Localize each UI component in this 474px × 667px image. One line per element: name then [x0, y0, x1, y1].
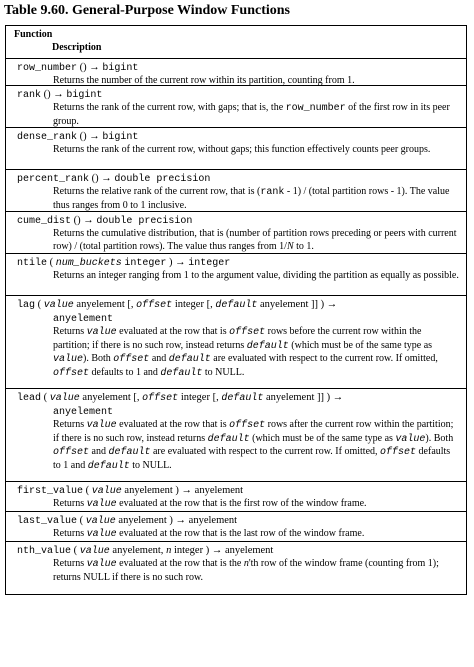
table-row: [6, 254, 466, 296]
text-segment: () →: [89, 173, 115, 184]
text-segment: lead: [17, 393, 42, 404]
text-segment: dense_rank: [17, 132, 78, 143]
function-description: [17, 186, 460, 212]
table-row: [6, 170, 466, 212]
text-segment: to NULL.: [129, 459, 172, 471]
text-segment: - 1) / (total partition rows - 1). The value thus ranges from 0 to 1 inclusive.: [53, 186, 450, 211]
table-row: [6, 512, 466, 542]
function-description: [17, 75, 460, 86]
text-segment: offset: [53, 447, 90, 458]
text-segment: n: [243, 558, 249, 569]
text-segment: Returns: [53, 528, 87, 539]
text-segment: double precision: [114, 174, 211, 185]
text-segment: of the first row in its peer group.: [53, 102, 450, 127]
text-segment: offset: [113, 354, 150, 365]
text-segment: Returns: [53, 326, 87, 337]
function-signature: [17, 88, 460, 102]
text-segment: default: [246, 340, 289, 352]
text-segment: integer [,: [178, 392, 222, 403]
table-row: [6, 86, 466, 128]
text-segment: num_buckets: [55, 258, 122, 269]
text-segment: (: [83, 485, 92, 496]
function-column-header: Function: [14, 29, 53, 40]
text-segment: anyelement ) → anyelement: [115, 515, 238, 526]
text-segment: value: [53, 354, 84, 365]
text-segment: evaluated at the row that is: [116, 326, 230, 337]
text-segment: row_number: [17, 63, 78, 74]
text-segment: () →: [77, 62, 103, 73]
function-signature: [17, 544, 460, 558]
text-segment: are evaluated with respect to the current row. If omitted,: [210, 353, 438, 364]
function-description: [17, 326, 460, 380]
text-segment: value: [395, 433, 426, 445]
text-segment: rank: [260, 187, 285, 198]
function-signature: [17, 172, 460, 186]
text-segment: anyelement [,: [73, 299, 137, 310]
text-segment: (: [41, 392, 50, 403]
text-segment: offset: [136, 300, 173, 311]
text-segment: bigint: [102, 63, 139, 74]
text-segment: to NULL.: [202, 366, 245, 378]
text-segment: value: [43, 300, 74, 311]
table-row: [6, 542, 466, 594]
table-body: [6, 59, 466, 594]
table-row: [6, 482, 466, 512]
text-segment: default: [215, 300, 258, 311]
text-segment: default: [168, 354, 211, 365]
text-segment: anyelement ]] ) →: [257, 299, 338, 310]
text-segment: Returns an integer ranging from 1 to the argument value, dividing the partition as equally as possible.: [53, 270, 459, 281]
text-segment: defaults to 1 and: [53, 446, 451, 471]
text-segment: Returns: [53, 558, 87, 569]
table-header: [6, 26, 466, 59]
text-segment: value: [85, 516, 116, 527]
text-segment: Returns: [53, 419, 87, 430]
text-segment: evaluated at the row that is: [116, 419, 230, 430]
text-segment: (: [47, 257, 56, 268]
text-segment: offset: [229, 327, 266, 338]
text-segment: evaluated at the row that is the: [116, 558, 244, 569]
text-segment: (: [71, 545, 80, 556]
text-segment: offset: [229, 420, 266, 431]
text-segment: (: [77, 515, 86, 526]
text-segment: anyelement ) → anyelement: [121, 485, 244, 496]
function-signature: [17, 514, 460, 528]
text-segment: lag: [17, 300, 36, 311]
text-segment: N: [286, 240, 294, 252]
text-segment: last_value: [17, 516, 78, 527]
text-segment: cume_dist: [17, 216, 72, 227]
window-functions-table: [5, 25, 467, 595]
text-segment: offset: [380, 447, 417, 458]
text-segment: () →: [71, 215, 97, 226]
text-segment: integer: [188, 258, 231, 269]
text-segment: ). Both: [83, 353, 114, 364]
text-segment: value: [91, 486, 122, 497]
text-segment: evaluated at the row that is the last row of the window frame.: [116, 528, 365, 539]
text-segment: percent_rank: [17, 174, 90, 185]
text-segment: value: [86, 420, 117, 431]
text-segment: integer ) → anyelement: [171, 545, 274, 556]
text-segment: rows after the current row within the partition; if there is no such row, instead returns: [53, 419, 454, 444]
text-segment: anyelement [,: [79, 392, 143, 403]
text-segment: evaluated at the row that is the first row of the window frame.: [116, 498, 367, 509]
function-signature: [17, 298, 460, 326]
text-segment: rank: [17, 90, 42, 101]
text-segment: (which must be of the same type as: [249, 432, 396, 444]
text-segment: row_number: [285, 103, 346, 114]
text-segment: bigint: [66, 90, 103, 101]
text-segment: () →: [41, 89, 67, 100]
signature-continuation: [17, 405, 460, 419]
function-description: [17, 419, 460, 473]
text-segment: (which must be of the same type as: [288, 339, 433, 351]
text-segment: Returns the rank of the current row, without gaps; this function effectively counts peer groups.: [53, 144, 431, 155]
function-description: [17, 228, 460, 253]
text-segment: (: [35, 299, 44, 310]
signature-continuation: [17, 312, 460, 326]
function-description: [17, 102, 460, 128]
text-segment: double precision: [96, 216, 193, 227]
table-row: [6, 212, 466, 254]
function-description: [17, 528, 460, 542]
text-segment: and: [89, 446, 109, 457]
text-segment: 'th row of the window frame (counting from 1); returns NULL if there is no such row.: [53, 558, 439, 583]
text-segment: default: [87, 460, 130, 472]
text-segment: offset: [142, 393, 179, 404]
function-signature: [17, 214, 460, 228]
text-segment: default: [207, 433, 250, 445]
text-segment: defaults to 1 and: [89, 366, 161, 378]
table-row: [6, 296, 466, 389]
text-segment: value: [86, 327, 117, 338]
table-row: [6, 59, 466, 86]
function-signature: [17, 256, 460, 270]
text-segment: anyelement ]] ) →: [263, 392, 344, 403]
text-segment: value: [86, 559, 117, 570]
text-segment: bigint: [102, 132, 139, 143]
function-description: [17, 270, 460, 283]
text-segment: value: [86, 499, 117, 510]
function-description: [17, 558, 460, 584]
text-segment: Returns the number of the current row within its partition, counting from 1.: [53, 75, 355, 86]
text-segment: rows before the current row within the partition; if there is no such row, instead returns: [53, 326, 422, 351]
text-segment: are evaluated with respect to the current row. If omitted,: [150, 446, 381, 457]
text-segment: Returns the rank of the current row, with gaps; that is, the: [53, 102, 286, 113]
text-segment: value: [79, 546, 110, 557]
text-segment: Returns the relative rank of the current row, that is (: [53, 186, 261, 197]
table-title: Table 9.60. General-Purpose Window Functions: [4, 3, 291, 18]
text-segment: ntile: [17, 258, 48, 269]
text-segment: default: [160, 367, 203, 379]
text-segment: value: [86, 529, 117, 540]
function-signature: [17, 391, 460, 419]
text-segment: integer [,: [172, 299, 216, 310]
text-segment: ) →: [166, 257, 189, 268]
text-segment: first_value: [17, 486, 84, 497]
function-signature: [17, 130, 460, 144]
text-segment: nth_value: [17, 546, 72, 557]
text-segment: offset: [53, 367, 90, 379]
text-segment: integer: [124, 258, 167, 269]
table-row: [6, 389, 466, 482]
table-row: [6, 128, 466, 170]
text-segment: value: [49, 393, 80, 404]
function-signature: [17, 484, 460, 498]
text-segment: default: [108, 447, 151, 458]
text-segment: anyelement,: [109, 545, 167, 556]
text-segment: to 1.: [293, 240, 314, 252]
text-segment: default: [221, 393, 264, 404]
description-column-header: Description: [52, 41, 102, 53]
function-description: [17, 498, 460, 512]
text-segment: Returns: [53, 498, 87, 509]
text-segment: ). Both: [425, 432, 454, 444]
text-segment: anyelement: [53, 314, 114, 325]
function-signature: [17, 61, 460, 75]
text-segment: and: [149, 353, 169, 364]
text-segment: Returns the cumulative distribution, that is (number of partition rows preceding or peers with current row) / (total partition rows). The value thus ranges from 1/: [53, 228, 457, 252]
text-segment: () →: [77, 131, 103, 142]
text-segment: n: [166, 545, 172, 556]
text-segment: anyelement: [53, 407, 114, 418]
function-description: [17, 144, 460, 157]
